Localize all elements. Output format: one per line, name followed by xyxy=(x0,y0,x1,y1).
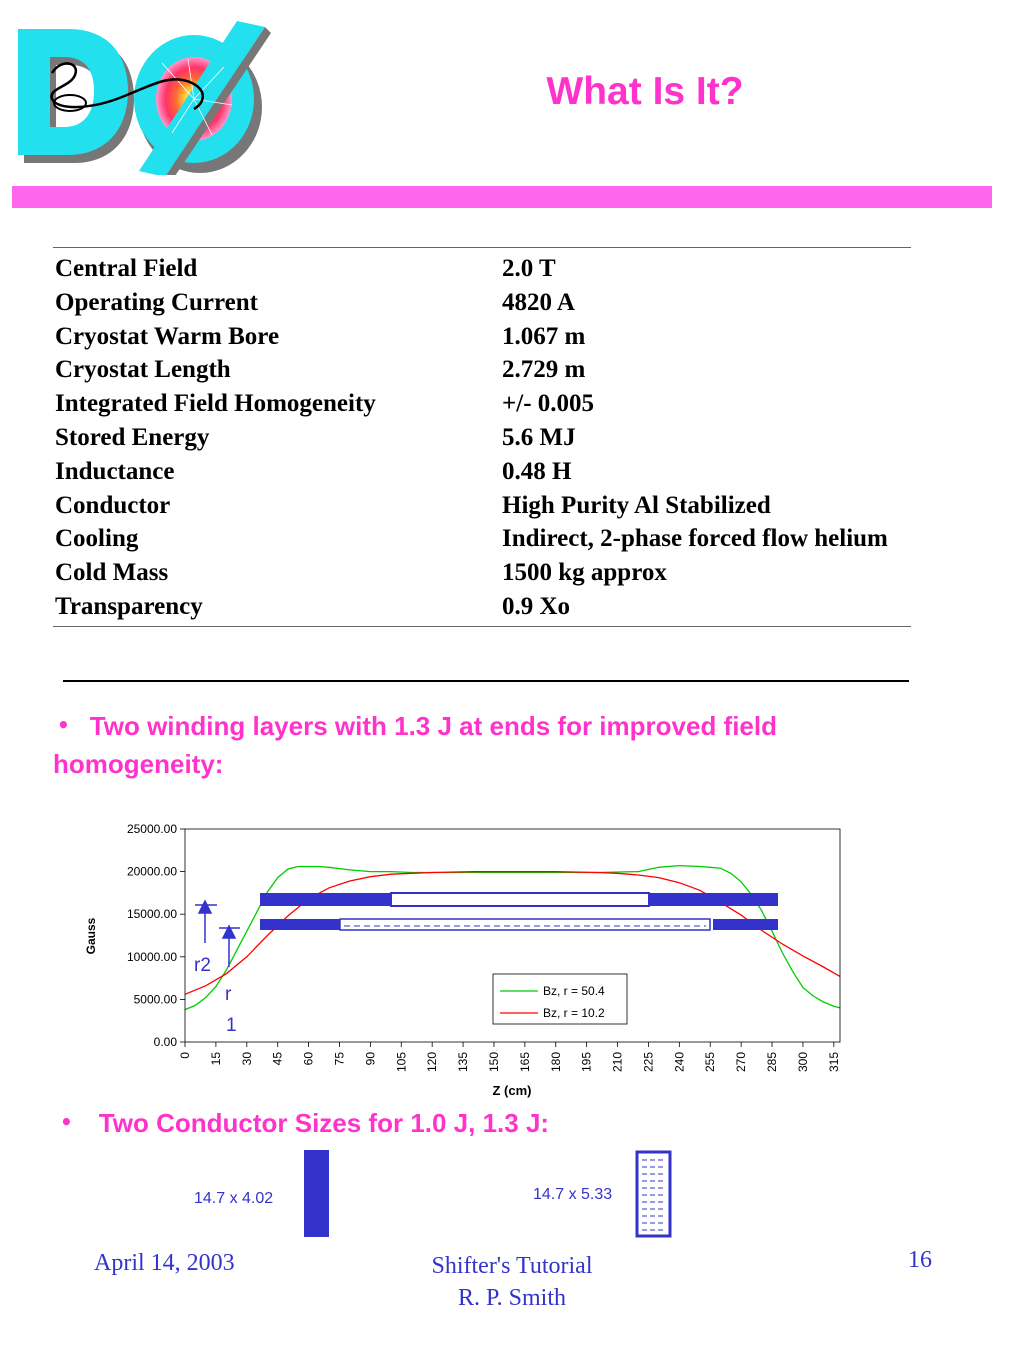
x-tick-label: 270 xyxy=(734,1052,749,1073)
y-tick-label: 15000.00 xyxy=(126,907,177,922)
spec-value: 2.729 m xyxy=(502,356,586,384)
x-tick-label: 105 xyxy=(394,1052,409,1073)
x-tick-label: 0 xyxy=(178,1052,192,1059)
bullet-text: Two winding layers with 1.3 J at ends for improved field homogeneity: xyxy=(53,711,777,779)
x-tick-label: 285 xyxy=(765,1052,780,1073)
spec-value: 1500 kg approx xyxy=(502,559,667,587)
x-tick-label: 180 xyxy=(548,1052,563,1073)
spec-label: Inductance xyxy=(55,457,175,485)
conductor-cross-sections xyxy=(0,1140,1024,1250)
spec-label: Cryostat Warm Bore xyxy=(55,322,280,350)
footer-title: Shifter's Tutorial xyxy=(431,1253,593,1279)
spec-value: 4820 A xyxy=(502,288,575,316)
y-tick-label: 10000.00 xyxy=(126,949,177,964)
spec-table xyxy=(53,247,911,627)
bullet-text: Two Conductor Sizes for 1.0 J, 1.3 J: xyxy=(98,1108,550,1138)
x-tick-label: 120 xyxy=(425,1052,440,1073)
x-axis-ticks xyxy=(178,1042,841,1072)
bullet-conductor-sizes xyxy=(60,1103,940,1142)
spec-value: 0.9 Xo xyxy=(502,592,571,620)
bullet-icon: • xyxy=(60,1110,73,1134)
spec-row xyxy=(53,353,911,387)
spec-label: Cooling xyxy=(55,525,139,553)
x-tick-label: 300 xyxy=(795,1052,810,1073)
slide-title: What Is It? xyxy=(546,70,744,113)
x-tick-label: 195 xyxy=(579,1052,594,1073)
annotation-1: 1 xyxy=(226,1015,237,1036)
x-axis-label: Z (cm) xyxy=(492,1083,532,1098)
y-tick-label: 0.00 xyxy=(153,1035,177,1049)
spec-row xyxy=(53,522,911,556)
footer-date: April 14, 2003 xyxy=(94,1250,235,1276)
bullet-icon: • xyxy=(57,713,70,737)
conductor-small xyxy=(304,1150,329,1237)
spec-label: Operating Current xyxy=(55,288,258,316)
x-tick-label: 60 xyxy=(301,1052,316,1066)
spec-value: 0.48 H xyxy=(502,457,572,485)
section-rule xyxy=(63,680,909,682)
spec-label: Transparency xyxy=(55,592,203,620)
spec-value: High Purity Al Stabilized xyxy=(502,491,771,519)
spec-row xyxy=(53,556,911,590)
spec-label: Cold Mass xyxy=(55,559,169,587)
spec-label: Integrated Field Homogeneity xyxy=(55,390,376,418)
x-tick-label: 150 xyxy=(486,1052,501,1073)
spec-row xyxy=(53,286,911,320)
spec-value: +/- 0.005 xyxy=(502,390,595,418)
conductor-large xyxy=(637,1152,670,1236)
spec-row xyxy=(53,320,911,354)
y-tick-label: 5000.00 xyxy=(133,992,177,1007)
legend-label: Bz, r = 10.2 xyxy=(543,1006,605,1020)
spec-label: Central Field xyxy=(55,255,198,282)
annotation-r2: r2 xyxy=(194,955,211,976)
x-tick-label: 15 xyxy=(208,1052,223,1066)
spec-label: Stored Energy xyxy=(55,423,210,451)
x-tick-label: 45 xyxy=(270,1052,285,1066)
conductor-label-small: 14.7 x 4.02 xyxy=(194,1190,274,1207)
spec-value: 1.067 m xyxy=(502,322,586,350)
title-divider-bar xyxy=(12,186,992,208)
spec-row xyxy=(53,489,911,523)
footer-center xyxy=(362,1250,662,1314)
x-tick-label: 90 xyxy=(363,1052,378,1066)
footer-author: R. P. Smith xyxy=(457,1285,567,1311)
spec-row xyxy=(53,455,911,489)
spec-label: Conductor xyxy=(55,491,171,519)
field-profile-chart xyxy=(80,815,850,1105)
spec-value: Indirect, 2-phase forced flow helium xyxy=(502,525,888,553)
spec-value: 2.0 T xyxy=(502,255,556,282)
y-tick-label: 20000.00 xyxy=(126,864,177,879)
y-tick-label: 25000.00 xyxy=(126,822,177,836)
x-tick-label: 255 xyxy=(703,1052,718,1073)
spec-row xyxy=(53,387,911,421)
x-tick-label: 75 xyxy=(332,1052,347,1066)
annotation-r: r xyxy=(225,984,232,1005)
x-tick-label: 240 xyxy=(672,1052,687,1073)
spec-row xyxy=(53,421,911,455)
conductor-label-large: 14.7 x 5.33 xyxy=(533,1186,613,1203)
y-axis-label: Gauss xyxy=(84,917,98,955)
x-tick-label: 225 xyxy=(641,1052,656,1073)
x-tick-label: 165 xyxy=(517,1052,532,1073)
spec-row xyxy=(53,252,911,286)
legend xyxy=(493,974,627,1024)
spec-row xyxy=(53,590,911,624)
spec-label: Cryostat Length xyxy=(55,356,231,384)
do-logo xyxy=(12,15,272,175)
legend-label: Bz, r = 50.4 xyxy=(543,984,605,998)
x-tick-label: 315 xyxy=(826,1052,841,1073)
x-tick-label: 30 xyxy=(239,1052,254,1066)
y-axis-ticks xyxy=(127,822,185,1049)
x-tick-label: 135 xyxy=(456,1052,471,1073)
bullet-winding-layers xyxy=(53,706,933,783)
x-tick-label: 210 xyxy=(610,1052,625,1073)
spec-value: 5.6 MJ xyxy=(502,423,576,451)
page-number: 16 xyxy=(908,1247,932,1273)
